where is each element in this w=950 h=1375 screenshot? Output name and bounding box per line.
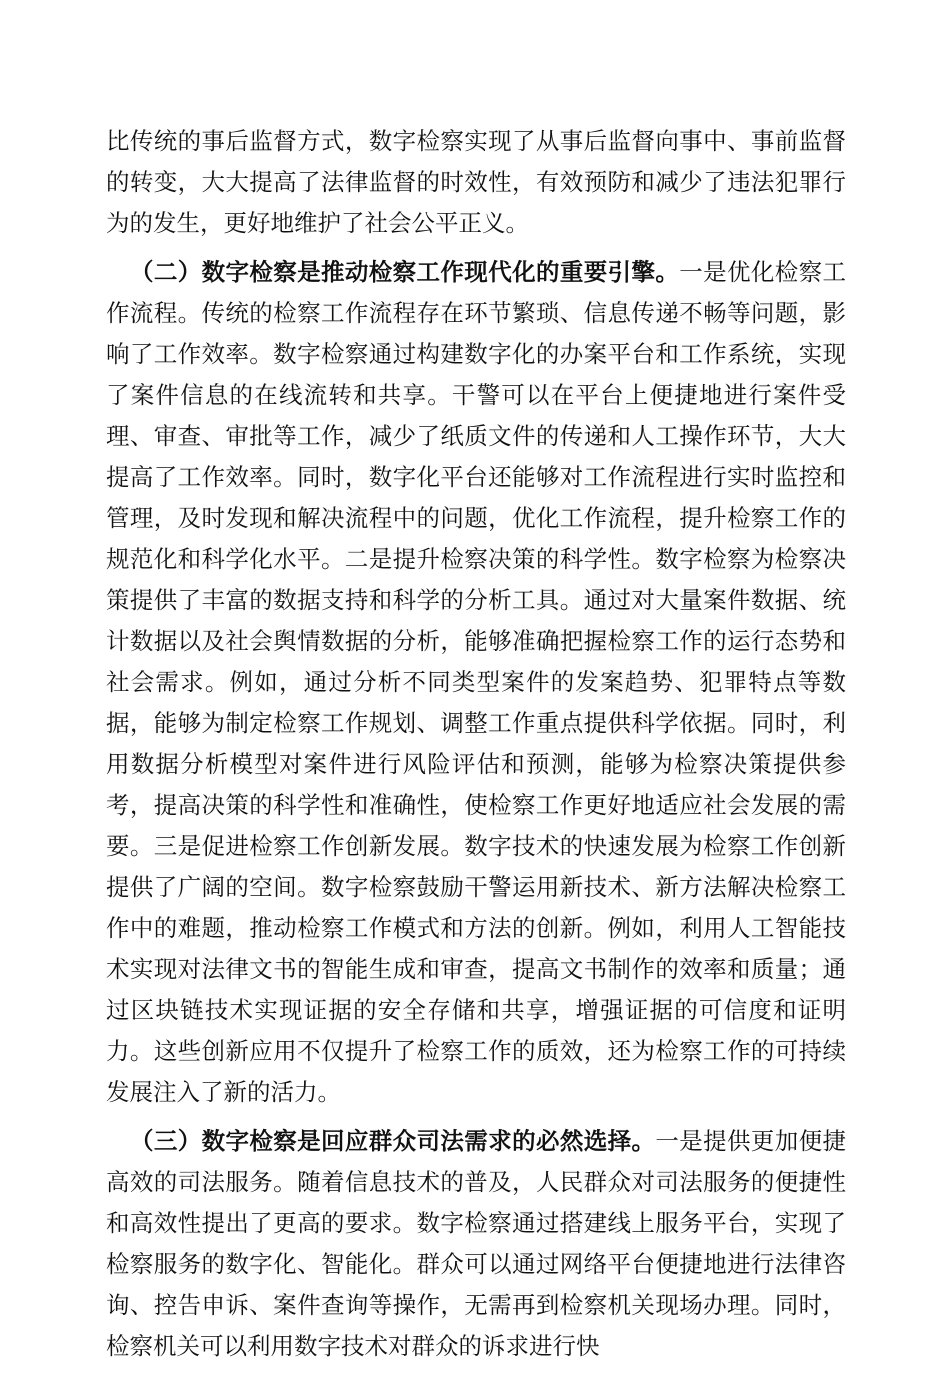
paragraph-2-body: 一是优化检察工作流程。传统的检察工作流程存在环节繁琐、信息传递不畅等问题，影响了工作效率。数字检察通过构建数字化的办案平台和工作系统，实现了案件信息的在线流转和共享。干警可以在平台上便捷地进行案件受理、审查、审批等工作，减少了纸质文件的传递和人工操作环节，大大提高了工作效率。同时，数字化平台还能够对工作流程进行实时监控和管理，及时发现和解决流程中的问题，优化工作流程，提升检察工作的规范化和科学化水平。二是提升检察决策的科学性。数字检察为检察决策提供了丰富的数据支持和科学的分析工具。通过对大量案件数据、统计数据以及社会舆情数据的分析，能够准确把握检察工作的运行态势和社会需求。例如，通过分析不同类型案件的发案趋势、犯罪特点等数据，能够为制定检察工作规划、调整工作重点提供科学依据。同时，利用数据分析模型对案件进行风险评估和预测，能够为检察决策提供参考，提高决策的科学性和准确性，使检察工作更好地适应社会发展的需要。三是促进检察工作创新发展。数字技术的快速发展为检察工作创新提供了广阔的空间。数字检察鼓励干警运用新技术、新方法解决检察工作中的难题，推动检察工作模式和方法的创新。例如，利用人工智能技术实现对法律文书的智能生成和审查，提高文书制作的效率和质量；通过区块链技术实现证据的安全存储和共享，增强证据的可信度和证明力。这些创新应用不仅提升了检察工作的质效，还为检察工作的可持续发展注入了新的活力。: [106, 258, 847, 1106]
paragraph-1-body: 比传统的事后监督方式，数字检察实现了从事后监督向事中、事前监督的转变，大大提高了法律监督的时效性，有效预防和减少了违法犯罪行为的发生，更好地维护了社会公平正义。: [106, 127, 846, 237]
paragraph-1: [106, 121, 846, 244]
section-2-heading: （二）数字检察是推动检察工作现代化的重要引擎。: [130, 258, 680, 286]
document-page: [106, 121, 846, 1375]
paragraph-3: [106, 1121, 846, 1367]
section-3-heading: （三）数字检察是回应群众司法需求的必然选择。: [130, 1127, 656, 1155]
paragraph-3-body: 一是提供更加便捷高效的司法服务。随着信息技术的普及，人民群众对司法服务的便捷性和高效性提出了更高的要求。数字检察通过搭建线上服务平台，实现了检察服务的数字化、智能化。群众可以通过网络平台便捷地进行法律咨询、控告申诉、案件查询等操作，无需再到检察机关现场办理。同时，检察机关可以利用数字技术对群众的诉求进行快: [106, 1127, 847, 1360]
paragraph-2: [106, 252, 846, 1113]
